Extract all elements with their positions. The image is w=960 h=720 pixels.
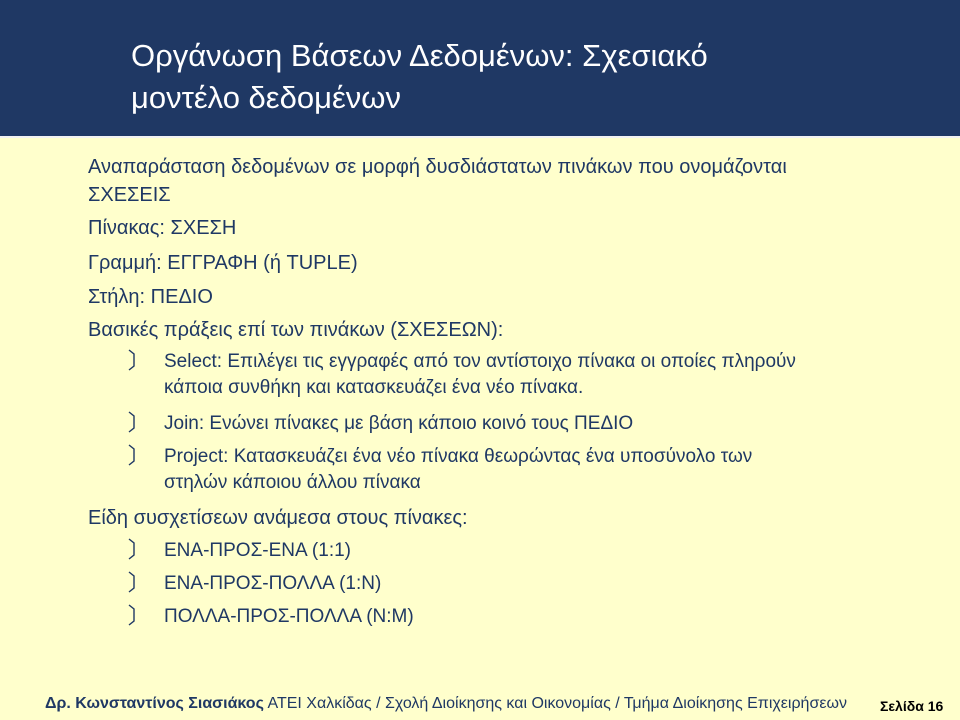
- slide-title-line-1: Οργάνωση Βάσεων Δεδομένων: Σχεσιακό: [131, 38, 708, 73]
- footer-author: Δρ. Κωνσταντίνος Σιασιάκος: [45, 695, 264, 712]
- page-number: Σελίδα 16: [880, 698, 944, 714]
- sub-bullet-select-cont: κάποια συνθήκη και κατασκευάζει ένα νέο πίνακα.: [164, 377, 584, 398]
- bracket-bullet-icon: [128, 538, 140, 560]
- bracket-bullet-icon: [128, 604, 140, 626]
- bullet-text-relations: ΣΧΕΣΕΙΣ: [88, 184, 171, 206]
- footer-institution: ΑΤΕΙ Χαλκίδας / Σχολή Διοίκησης και Οικονομίας / Τμήμα Διοίκησης Επιχειρήσεων: [263, 695, 847, 712]
- bracket-bullet-icon: [128, 349, 140, 371]
- bullet-text-table: Πίνακας: ΣΧΕΣΗ: [88, 217, 237, 239]
- bracket-bullet-icon: [128, 444, 140, 466]
- bracket-bullet-icon: [128, 411, 140, 433]
- bullet-text-column: Στήλη: ΠΕΔΙΟ: [88, 286, 213, 308]
- sub-bullet-one-to-one: ΕΝΑ-ΠΡΟΣ-ΕΝΑ (1:1): [164, 540, 352, 561]
- footer-text: [45, 694, 847, 714]
- bullet-text-relationship-types: Είδη συσχετίσεων ανάμεσα στους πίνακες:: [88, 507, 468, 529]
- bullet-text-operations: Βασικές πράξεις επί των πινάκων (ΣΧΕΣΕΩΝ):: [88, 319, 504, 341]
- sub-bullet-many-to-many: ΠΟΛΛΑ-ΠΡΟΣ-ΠΟΛΛΑ (Ν:Μ): [164, 606, 414, 627]
- bullet-text-representation: Αναπαράσταση δεδομένων σε μορφή δυσδιάστατων πινάκων που ονομάζονται: [88, 156, 787, 178]
- sub-bullet-join: Join: Ενώνει πίνακες με βάση κάποιο κοινό τους ΠΕΔΙΟ: [164, 413, 634, 434]
- sub-bullet-select: Select: Επιλέγει τις εγγραφές από τον αντίστοιχο πίνακα οι οποίες πληρούν: [164, 351, 796, 372]
- sub-bullet-one-to-many: ΕΝΑ-ΠΡΟΣ-ΠΟΛΛΑ (1:Ν): [164, 573, 382, 594]
- sub-bullet-project-cont: στηλών κάποιου άλλου πίνακα: [164, 472, 421, 493]
- slide-title-line-2: μοντέλο δεδομένων: [131, 80, 402, 115]
- bullet-text-row: Γραμμή: ΕΓΓΡΑΦΗ (ή TUPLE): [88, 252, 358, 274]
- sub-bullet-project: Project: Κατασκευάζει ένα νέο πίνακα θεωρώντας ένα υποσύνολο των: [164, 446, 753, 467]
- footer: [0, 693, 960, 720]
- bracket-bullet-icon: [128, 571, 140, 593]
